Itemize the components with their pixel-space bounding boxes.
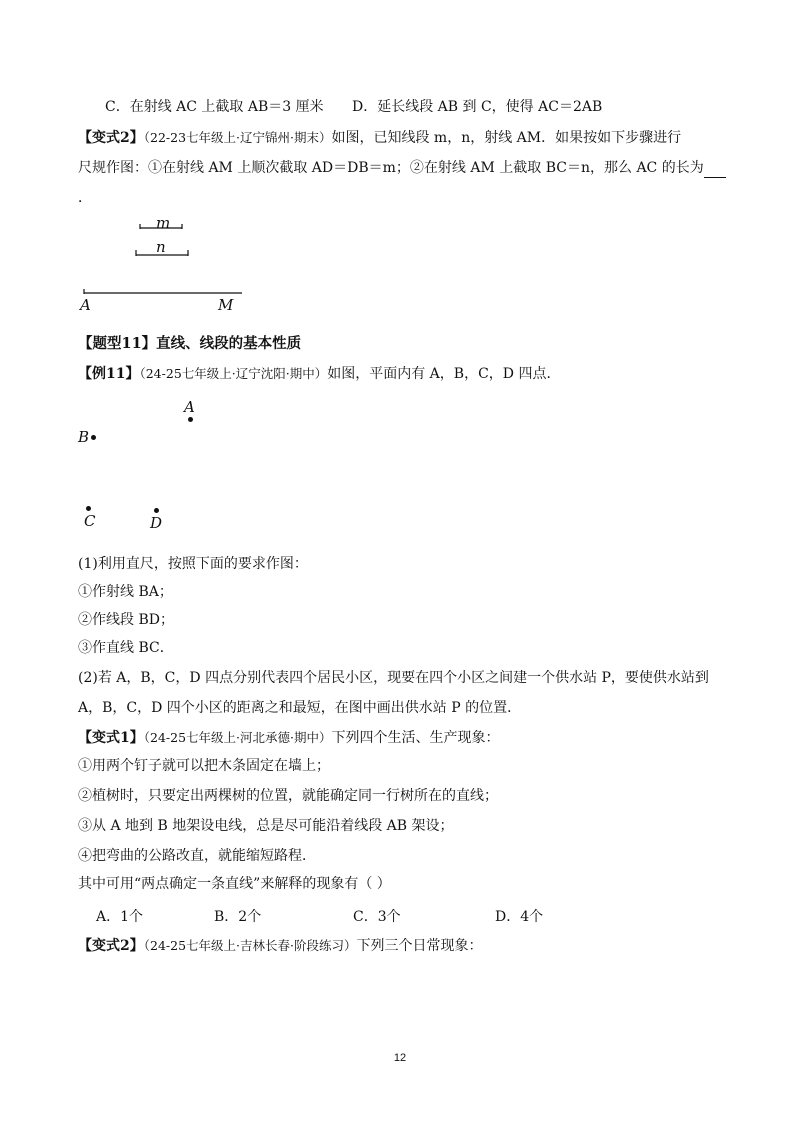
label-A: A: [80, 296, 91, 314]
question-part2-line1: (2)若 A，B，C，D 四点分别代表四个居民小区，现要在四个小区之间建一个供水站 P，要使供水站到: [78, 670, 709, 686]
variant-tag: 【变式2】: [78, 938, 144, 954]
question-text: 如图，已知线段 m，n，射线 AM．如果按如下步骤进行: [331, 130, 682, 146]
label-M: M: [218, 296, 234, 314]
source-note: （22-23七年级上·辽宁锦州·期末）: [143, 130, 332, 145]
option-c2: C．3个: [353, 909, 401, 925]
list-item: ②植树时，只要定出两棵树的位置，就能确定同一行树所在的直线；: [78, 788, 498, 804]
example-tag: 【例11】: [78, 366, 140, 382]
variant2-header: [78, 128, 681, 148]
label-m: m: [156, 214, 171, 232]
question-part2-line2: A，B，C，D 四个小区的距离之和最短，在图中画出供水站 P 的位置．: [78, 700, 522, 716]
source-note: （24-25七年级上·吉林长春·阶段练习）: [143, 938, 357, 953]
label-n: n: [156, 238, 166, 256]
variant2-line3: ．: [78, 190, 92, 206]
question-prompt: 其中可用“两点确定一条直线”来解释的现象有（ ）: [78, 876, 391, 892]
answer-blank: [704, 163, 726, 178]
variant2-line2: [78, 158, 726, 178]
question-text: 下列三个日常现象：: [356, 938, 483, 954]
question-text: 尺规作图：①在射线 AM 上顺次截取 AD＝DB＝m；②在射线 AM 上截取 BC＝n，那么 AC 的长为: [78, 160, 704, 176]
list-item: ④把弯曲的公路改直，就能缩短路程．: [78, 848, 316, 864]
point-D: [154, 508, 159, 513]
variant1-header: [78, 728, 499, 748]
section-title: 【题型11】直线、线段的基本性质: [78, 335, 302, 352]
option-c: C．在射线 AC 上截取 AB＝3 厘米: [105, 99, 324, 115]
question-part1: (1)利用直尺，按照下面的要求作图：: [78, 556, 308, 572]
step-3: ③作直线 BC．: [78, 640, 174, 656]
point-label-A: A: [184, 398, 195, 416]
point-C: [86, 506, 91, 511]
variant-tag: 【变式2】: [78, 130, 144, 146]
source-note: （24-25七年级上·辽宁沈阳·期中）: [139, 366, 328, 381]
point-B: [91, 435, 96, 440]
point-label-B: B: [78, 428, 90, 446]
page-number: 12: [393, 1052, 407, 1064]
point-label-C: C: [84, 512, 96, 530]
point-A: [188, 417, 193, 422]
ray-AM: [84, 289, 242, 294]
source-note: （24-25七年级上·河北承德·期中）: [143, 730, 332, 745]
list-item: ③从 A 地到 B 地架设电线，总是尽可能沿着线段 AB 架设；: [78, 818, 454, 834]
question-text: 如图，平面内有 A，B，C，D 四点．: [327, 366, 561, 382]
option-a: A．1个: [96, 909, 144, 925]
option-d2: D．4个: [495, 909, 544, 925]
variant-tag: 【变式1】: [78, 730, 144, 746]
example11-header: [78, 364, 560, 384]
point-label-D: D: [150, 514, 163, 532]
option-d: D．延长线段 AB 到 C，使得 AC＝2AB: [352, 99, 603, 115]
step-2: ②作线段 BD；: [78, 612, 174, 628]
step-1: ①作射线 BA；: [78, 584, 173, 600]
list-item: ①用两个钉子就可以把木条固定在墙上；: [78, 758, 330, 774]
question-text: 下列四个生活、生产现象：: [331, 730, 500, 746]
option-b: B．2个: [214, 909, 262, 925]
variant2b-header: [78, 936, 482, 956]
